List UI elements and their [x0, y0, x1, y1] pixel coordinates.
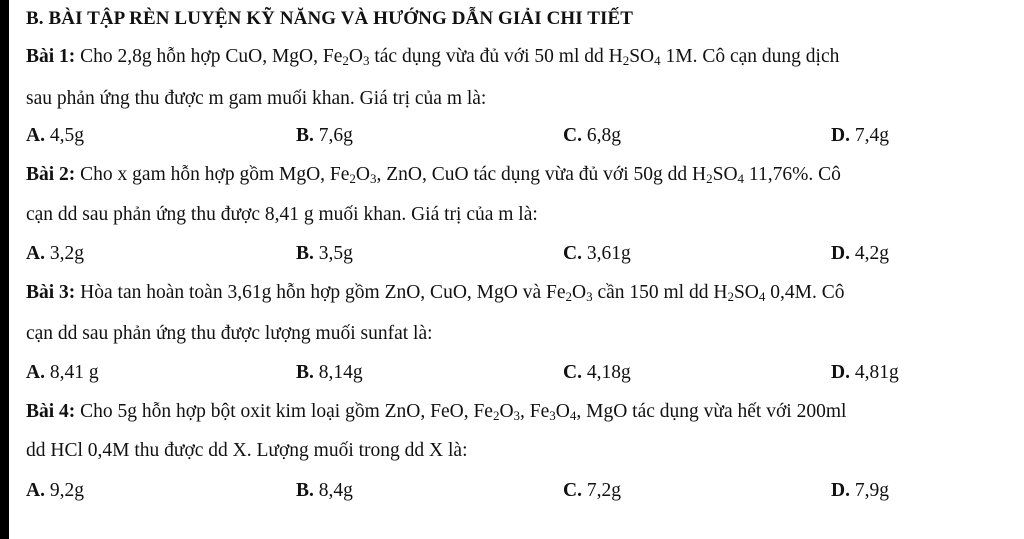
problem-3-line-1: [26, 281, 844, 305]
option-key: C.: [563, 243, 582, 264]
subscript: 4: [654, 53, 661, 68]
problem-2-option-b: [296, 242, 353, 266]
option-value: 7,4g: [849, 125, 889, 146]
problem-3-option-a: [26, 361, 99, 385]
subscript: 2: [349, 171, 356, 186]
option-key: A.: [26, 243, 45, 264]
problem-1-text: Cho 2,8g hỗn hợp CuO, MgO, Fe: [75, 46, 343, 67]
subscript: 4: [569, 408, 577, 423]
subscript: 4: [737, 171, 745, 186]
problem-2-line-2: cạn dd sau phản ứng thu được 8,41 g muối khan. Giá trị của m là:: [26, 204, 538, 225]
subscript: 2: [706, 171, 713, 186]
option-key: D.: [831, 362, 850, 383]
problem-3-option-d: [831, 361, 899, 385]
problem-1-option-d: [831, 124, 889, 148]
option-key: B.: [296, 480, 314, 501]
option-value: 8,4g: [313, 480, 353, 501]
section-heading: B. BÀI TẬP RÈN LUYỆN KỸ NĂNG VÀ HƯỚNG DẪN GIẢI CHI TIẾT: [26, 8, 634, 29]
problem-4-line-2: dd HCl 0,4M thu được dd X. Lượng muối trong dd X là:: [26, 440, 468, 461]
subscript: 2: [727, 289, 734, 304]
option-key: C.: [563, 125, 582, 146]
option-value: 3,5g: [313, 243, 353, 264]
problem-3-text: 0,4M. Cô: [765, 282, 845, 303]
option-value: 4,81g: [849, 362, 899, 383]
problem-3-label: Bài 3:: [26, 282, 76, 303]
problem-3-option-c: [563, 361, 631, 385]
subscript: 2: [492, 408, 500, 423]
problem-3-text: O: [571, 282, 587, 303]
problem-4-option-c: [563, 479, 621, 503]
problem-4-option-d: [831, 479, 889, 503]
problem-1-text: SO: [629, 46, 655, 67]
problem-2-option-d: [831, 242, 889, 266]
problem-4-label: Bài 4:: [26, 401, 76, 422]
problem-1-text: tác dụng vừa đủ với 50 ml dd H: [369, 46, 623, 67]
problem-1-option-c: [563, 124, 621, 148]
subscript: 2: [622, 53, 630, 68]
problem-4-text: O: [555, 401, 570, 422]
problem-1-option-a: [26, 124, 84, 148]
problem-3-text: cần 150 ml dd H: [592, 282, 728, 303]
option-key: B.: [296, 243, 314, 264]
option-value: 3,2g: [44, 243, 84, 264]
problem-1-option-b: [296, 124, 353, 148]
left-edge-bar: [0, 0, 9, 539]
option-value: 7,2g: [581, 480, 621, 501]
option-value: 7,6g: [313, 125, 353, 146]
problem-2-text: , ZnO, CuO tác dụng vừa đủ với 50g dd H: [376, 164, 707, 185]
option-value: 7,9g: [849, 480, 889, 501]
subscript: 2: [565, 289, 572, 304]
problem-3-option-b: [296, 361, 363, 385]
problem-3-line-2: cạn dd sau phản ứng thu được lượng muối sunfat là:: [26, 323, 433, 344]
problem-4-line-1: [26, 400, 846, 424]
problem-1-line-2: sau phản ứng thu được m gam muối khan. Giá trị của m là:: [26, 88, 487, 109]
problem-2-line-1: [26, 163, 841, 187]
problem-3-text: Hòa tan hoàn toàn 3,61g hỗn hợp gồm ZnO, CuO, MgO và Fe: [75, 282, 566, 303]
option-value: 4,5g: [44, 125, 84, 146]
problem-2-option-c: [563, 242, 631, 266]
problem-4-option-a: [26, 479, 84, 503]
option-value: 8,14g: [313, 362, 363, 383]
problem-2-text: SO: [712, 164, 738, 185]
option-key: A.: [26, 125, 45, 146]
problem-1-text: O: [348, 46, 363, 67]
subscript: 3: [549, 408, 556, 423]
problem-1-line-1: [26, 45, 839, 69]
option-key: D.: [831, 480, 850, 501]
option-key: C.: [563, 480, 582, 501]
problem-3-text: SO: [733, 282, 759, 303]
problem-4-option-b: [296, 479, 353, 503]
option-value: 6,8g: [581, 125, 621, 146]
problem-4-text: , MgO tác dụng vừa hết với 200ml: [576, 401, 847, 422]
problem-1-label: Bài 1:: [26, 46, 76, 67]
subscript: 4: [758, 289, 766, 304]
problem-4-text: , Fe: [520, 401, 550, 422]
subscript: 2: [342, 53, 349, 68]
option-value: 8,41 g: [44, 362, 99, 383]
subscript: 3: [513, 408, 521, 423]
subscript: 3: [370, 171, 377, 186]
option-key: D.: [831, 125, 850, 146]
option-value: 4,2g: [849, 243, 889, 264]
problem-2-text: O: [355, 164, 370, 185]
option-value: 9,2g: [44, 480, 84, 501]
option-key: B.: [296, 362, 314, 383]
option-key: B.: [296, 125, 314, 146]
option-key: C.: [563, 362, 582, 383]
option-value: 3,61g: [581, 243, 631, 264]
option-key: A.: [26, 480, 45, 501]
problem-4-text: Cho 5g hỗn hợp bột oxit kim loại gồm ZnO, FeO, Fe: [75, 401, 493, 422]
problem-2-text: Cho x gam hỗn hợp gồm MgO, Fe: [75, 164, 350, 185]
problem-2-text: 11,76%. Cô: [744, 164, 841, 185]
option-key: D.: [831, 243, 850, 264]
subscript: 3: [586, 289, 593, 304]
option-key: A.: [26, 362, 45, 383]
document-page: [26, 0, 1016, 539]
problem-1-text: 1M. Cô cạn dung dịch: [660, 46, 840, 67]
option-value: 4,18g: [581, 362, 631, 383]
problem-2-label: Bài 2:: [26, 164, 76, 185]
subscript: 3: [362, 53, 370, 68]
problem-4-text: O: [499, 401, 514, 422]
problem-2-option-a: [26, 242, 84, 266]
